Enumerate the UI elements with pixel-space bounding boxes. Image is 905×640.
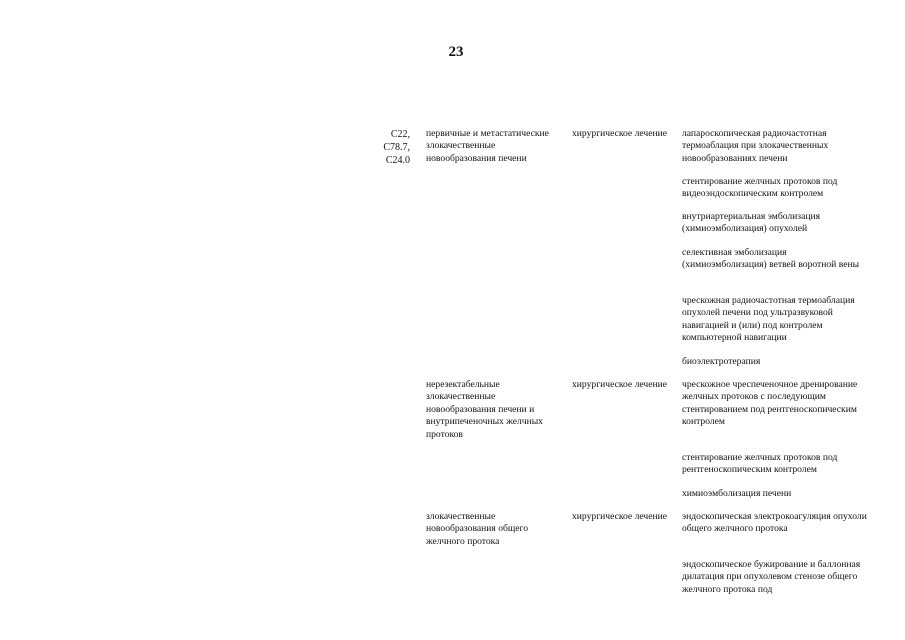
method-cell: эндоскопическое бужирование и баллонная дилатация при опухолевом стенозе общего желчного протока под [682,559,861,595]
method-cell: химиоэмболизация печени [682,488,792,499]
icd-code: C22, [390,129,410,140]
method-cell: селективная эмболизация (химиоэмболизация) ветвей воротной вены [682,247,860,271]
page-number: 23 [448,44,464,60]
method-cell: чрескожное чреспеченочное дренирование желчных протоков с последующим стентированием под рентгеноскопическим контролем [682,379,858,428]
method-cell: стентирование желчных протоков под видеоэндоскопическим контролем [682,176,838,200]
diagnosis-cell: первичные и метастатические злокачественные новообразования печени [426,128,549,164]
icd-code: C24.0 [385,155,410,166]
method-cell: эндоскопическая электрокоагуляция опухоли общего желчного протока [682,511,867,535]
method-cell: стентирование желчных протоков под рентгеноскопическим контролем [682,452,838,476]
method-cell: лапароскопическая радиочастотная термоаблация при злокачественных новообразованиях печени [682,128,829,164]
diagnosis-cell: злокачественные новообразования общего желчного протока [426,511,529,547]
method-cell: чрескожная радиочастотная термоаблация опухолей печени под ультразвуковой навигацией и (или) под контролем компьютерной навигации [682,295,855,344]
method-cell: биоэлектротерапия [682,356,761,367]
diagnosis-cell: нерезектабельные злокачественные новообразования печени и внутрипеченочных желчных протоков [426,379,543,440]
icd-code: C78.7, [383,142,410,153]
treatment-cell: хирургическое лечение [572,379,668,390]
icd-codes [360,128,410,167]
treatment-cell: хирургическое лечение [572,511,668,522]
treatment-cell: хирургическое лечение [572,128,668,139]
method-cell: внутриартериальная эмболизация (химиоэмболизация) опухолей [682,211,821,235]
